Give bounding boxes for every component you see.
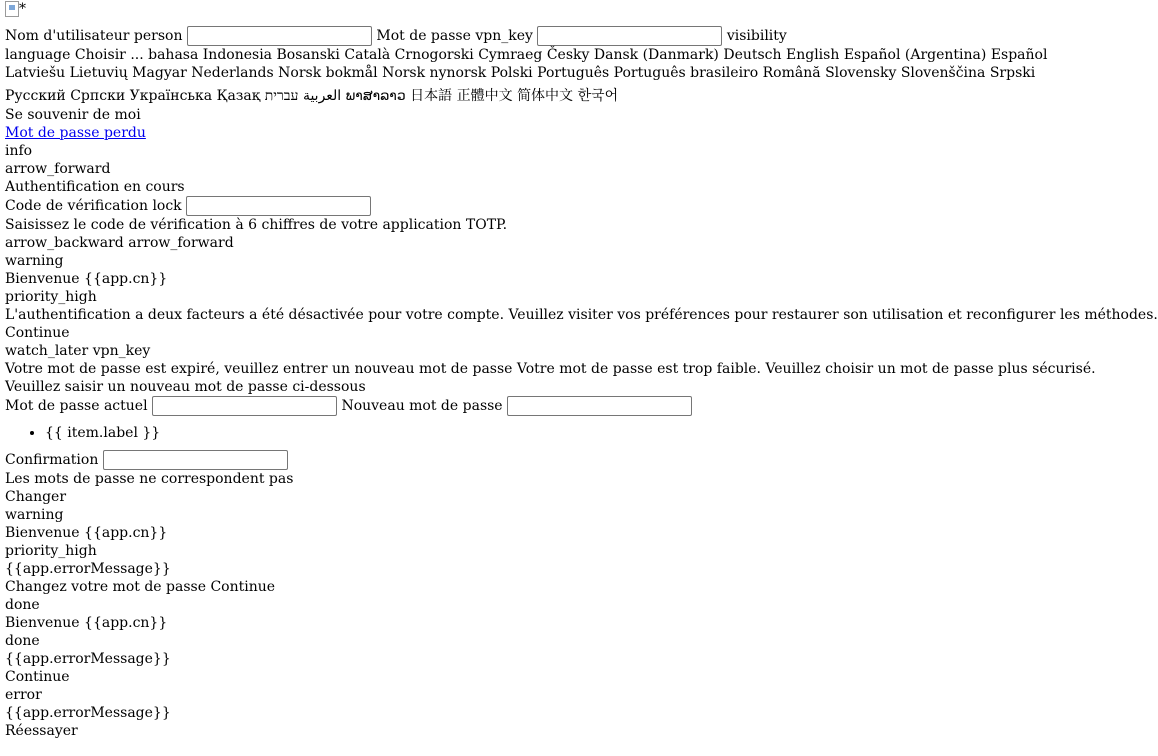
- error-message: {{app.errorMessage}}: [5, 651, 171, 667]
- done-icon: done: [5, 597, 40, 613]
- login-page: [5, 0, 1158, 740]
- language-option[interactable]: Қазақ: [216, 88, 261, 104]
- language-option[interactable]: 日本語: [410, 88, 453, 104]
- language-option[interactable]: Português: [537, 65, 610, 81]
- password-status-row: [5, 360, 1096, 378]
- language-option[interactable]: bahasa Indonesia: [148, 47, 273, 63]
- warning-actions-row: [5, 578, 932, 596]
- new-password-prompt: Veuillez saisir un nouveau mot de passe ci-dessous: [5, 379, 366, 395]
- language-option[interactable]: Lietuvių: [69, 65, 128, 81]
- priority-high-icon: priority_high: [5, 289, 97, 305]
- arrow-forward-icon[interactable]: arrow_forward: [128, 235, 234, 251]
- broken-image-icon: [5, 1, 19, 17]
- continue-button[interactable]: Continue: [5, 669, 70, 685]
- language-option[interactable]: Česky: [546, 47, 590, 63]
- password-icons-row: [5, 342, 932, 360]
- confirm-password-input[interactable]: [103, 450, 288, 470]
- language-option[interactable]: ພາສາລາວ: [345, 88, 406, 104]
- warning-icon: warning: [5, 253, 64, 269]
- current-password-label: Mot de passe actuel: [5, 398, 148, 414]
- mfa-disabled-message: L'authentification a deux facteurs a été désactivée pour votre compte. Veuillez visiter vos préférences pour restaurer son utilisation et reconfigurer les méthodes.: [5, 307, 1158, 323]
- language-option[interactable]: Português brasileiro: [613, 65, 759, 81]
- vpn-key-icon: vpn_key: [92, 343, 151, 359]
- password-mismatch-text: Les mots de passe ne correspondent pas: [5, 471, 294, 487]
- remember-me[interactable]: Se souvenir de moi: [5, 107, 141, 123]
- language-option[interactable]: 正體中文: [456, 88, 513, 104]
- verification-nav: [5, 234, 932, 252]
- new-password-input[interactable]: [507, 396, 692, 416]
- visibility-icon[interactable]: visibility: [726, 28, 787, 44]
- change-password-link[interactable]: Changez votre mot de passe: [5, 579, 206, 595]
- continue-button[interactable]: Continue: [5, 325, 70, 341]
- password-rule-item: • {{ item.label }}: [45, 424, 932, 442]
- language-option[interactable]: العربية: [302, 88, 342, 104]
- logo-row: [5, 0, 932, 18]
- language-option[interactable]: עברית: [264, 88, 299, 104]
- language-option[interactable]: Slovenščina: [900, 65, 986, 81]
- language-option[interactable]: English: [786, 47, 840, 63]
- language-row-3: [5, 86, 932, 106]
- language-option[interactable]: Polski: [490, 65, 533, 81]
- password-label: Mot de passe: [376, 28, 471, 44]
- warning-icon: warning: [5, 507, 64, 523]
- language-row-1: [5, 46, 1048, 64]
- info-icon: info: [5, 143, 33, 159]
- continue-button[interactable]: Continue: [210, 579, 276, 595]
- language-icon: language: [5, 47, 71, 63]
- credentials-row: [5, 26, 932, 46]
- vpn-key-icon: vpn_key: [475, 28, 533, 44]
- language-option[interactable]: Cymraeg: [478, 47, 543, 63]
- password-input[interactable]: [537, 26, 722, 46]
- new-password-label: Nouveau mot de passe: [341, 398, 503, 414]
- welcome-text: Bienvenue {{app.cn}}: [5, 525, 168, 541]
- username-input[interactable]: [187, 26, 372, 46]
- password-rules-list: [5, 424, 932, 442]
- watch-later-icon: watch_later: [5, 343, 89, 359]
- current-password-input[interactable]: [152, 396, 337, 416]
- language-option[interactable]: 한국어: [577, 88, 619, 104]
- confirm-row: [5, 450, 932, 470]
- done-icon: done: [5, 633, 40, 649]
- language-option[interactable]: Bosanski: [276, 47, 340, 63]
- error-message: {{app.errorMessage}}: [5, 561, 171, 577]
- error-message: {{app.errorMessage}}: [5, 705, 171, 721]
- lock-icon: lock: [152, 198, 182, 214]
- language-row-2: [5, 64, 1036, 82]
- password-fields-row: [5, 396, 932, 416]
- language-option[interactable]: Crnogorski: [394, 47, 474, 63]
- language-option[interactable]: 简体中文: [517, 88, 574, 104]
- password-weak-text: Votre mot de passe est trop faible. Veuillez choisir un mot de passe plus sécurisé.: [516, 361, 1096, 377]
- logo-alt-text: *: [19, 1, 26, 17]
- verification-help: Saisissez le code de vérification à 6 chiffres de votre application TOTP.: [5, 217, 508, 233]
- language-option[interactable]: Latviešu: [5, 65, 66, 81]
- username-label: Nom d'utilisateur: [5, 28, 130, 44]
- language-option[interactable]: Nederlands: [191, 65, 274, 81]
- arrow-backward-icon[interactable]: arrow_backward: [5, 235, 124, 251]
- language-option[interactable]: Română: [762, 65, 821, 81]
- language-prompt[interactable]: Choisir ...: [74, 47, 144, 63]
- change-password-button[interactable]: Changer: [5, 489, 67, 505]
- arrow-forward-icon[interactable]: arrow_forward: [5, 161, 111, 177]
- priority-high-icon: priority_high: [5, 543, 97, 559]
- password-expired-text: Votre mot de passe est expiré, veuillez entrer un nouveau mot de passe: [5, 361, 513, 377]
- error-icon: error: [5, 687, 42, 703]
- person-icon: person: [133, 28, 183, 44]
- authenticating-text: Authentification en cours: [5, 179, 185, 195]
- language-option[interactable]: Slovensky: [825, 65, 897, 81]
- language-option[interactable]: Magyar: [132, 65, 187, 81]
- welcome-text: Bienvenue {{app.cn}}: [5, 615, 168, 631]
- language-option[interactable]: Deutsch: [723, 47, 782, 63]
- verification-label: Code de vérification: [5, 198, 148, 214]
- retry-button[interactable]: Réessayer: [5, 723, 78, 739]
- welcome-text: Bienvenue {{app.cn}}: [5, 271, 168, 287]
- language-option[interactable]: Español: [990, 47, 1048, 63]
- language-option[interactable]: Русский: [5, 88, 66, 104]
- language-option[interactable]: Dansk (Danmark): [593, 47, 719, 63]
- verification-code-input[interactable]: [186, 196, 371, 216]
- language-option[interactable]: Српски: [70, 88, 126, 104]
- language-option[interactable]: Українська: [129, 88, 213, 104]
- verification-row: [5, 196, 932, 216]
- language-option[interactable]: Norsk nynorsk: [382, 65, 487, 81]
- confirm-password-label: Confirmation: [5, 452, 99, 468]
- language-option[interactable]: Norsk bokmål: [278, 65, 378, 81]
- forgot-password-link[interactable]: Mot de passe perdu: [5, 125, 146, 141]
- language-option[interactable]: Català: [344, 47, 391, 63]
- language-option[interactable]: Español (Argentina): [843, 47, 987, 63]
- language-option[interactable]: Srpski: [989, 65, 1036, 81]
